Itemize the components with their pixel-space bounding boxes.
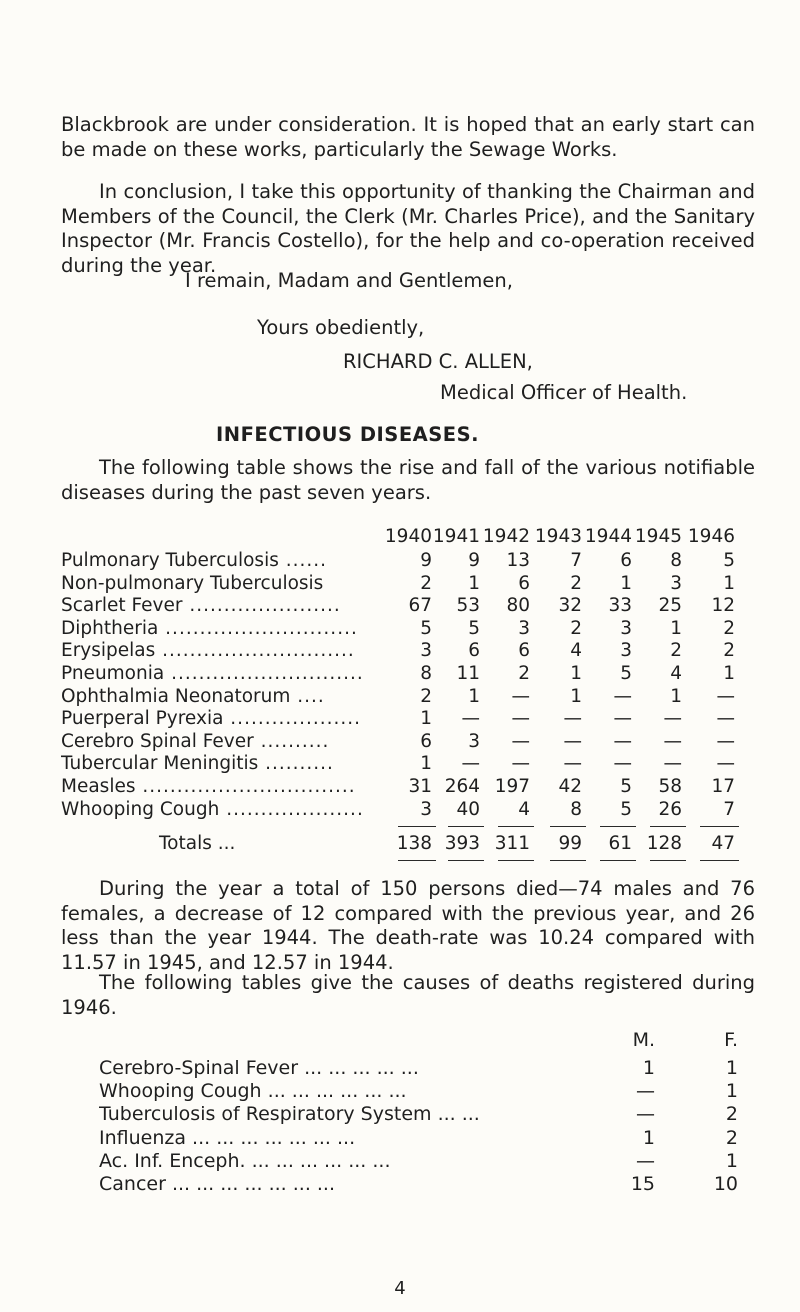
dot-leader: ... ... ... ... ... ... <box>261 1080 407 1103</box>
dot-leader: ... ... ... ... ... ... ... <box>186 1126 356 1149</box>
disease-count: — <box>511 730 530 752</box>
dot-leader: ...................... <box>182 595 341 617</box>
disease-count: 3 <box>518 617 530 639</box>
deaths-female: 2 <box>725 1103 738 1126</box>
disease-name: Erysipelas <box>61 640 156 662</box>
deaths-female: 1 <box>725 1149 738 1172</box>
totals-rule-bottom <box>398 860 436 861</box>
totals-rule-bottom <box>448 860 484 861</box>
cause-label <box>99 1103 619 1125</box>
table-intro: The following table shows the rise and fall of the various notifiable diseases during the past seven years. <box>61 456 755 504</box>
disease-label <box>61 708 411 730</box>
year-header: 1946 <box>687 526 735 547</box>
disease-count: 3 <box>670 572 682 594</box>
total-count: 99 <box>558 833 582 854</box>
disease-count: 6 <box>420 730 432 752</box>
disease-name: Tubercular Meningitis <box>61 753 259 775</box>
disease-count: 5 <box>620 663 632 684</box>
disease-label <box>61 550 411 572</box>
disease-count: 9 <box>468 550 480 571</box>
disease-count: 42 <box>558 776 582 797</box>
totals-rule-bottom <box>600 860 636 861</box>
disease-label <box>61 618 411 640</box>
disease-label <box>61 686 411 708</box>
disease-count: 4 <box>518 798 530 820</box>
dot-leader: ...... <box>278 550 328 571</box>
disease-count: — <box>716 730 735 752</box>
totals-rule-bottom <box>700 860 739 861</box>
disease-name: Ophthalmia Neonatorum <box>61 685 291 707</box>
disease-count: 1 <box>420 708 432 730</box>
disease-name: Scarlet Fever <box>61 595 183 617</box>
cause-name: Whooping Cough <box>99 1080 262 1103</box>
deaths-male: 1 <box>642 1126 655 1149</box>
totals-rule-top <box>398 826 436 827</box>
dot-leader: .... <box>290 685 325 707</box>
disease-label <box>61 753 411 775</box>
disease-label <box>61 640 411 662</box>
totals-label: Totals ... <box>159 833 236 854</box>
year-header: 1944 <box>584 526 632 547</box>
paragraph-works: Blackbrook are under consideration. It is hoped that an early start can be made on these works, particularly the Sewage Works. <box>61 113 755 161</box>
disease-label <box>61 776 411 798</box>
dot-leader: ... ... ... ... ... ... <box>245 1149 391 1172</box>
cause-label <box>99 1057 619 1079</box>
disease-count: 5 <box>620 776 632 797</box>
disease-count: — <box>716 708 735 730</box>
deaths-male: — <box>636 1103 655 1126</box>
disease-count: 1 <box>468 572 480 594</box>
disease-count: — <box>663 730 682 752</box>
disease-count: 3 <box>468 730 480 752</box>
deaths-male: 1 <box>642 1057 655 1079</box>
disease-count: 6 <box>468 640 480 662</box>
total-count: 393 <box>444 833 480 854</box>
disease-count: 2 <box>723 640 735 662</box>
disease-count: 8 <box>570 798 582 820</box>
disease-count: 1 <box>723 572 735 594</box>
paragraph-thanks: In conclusion, I take this opportunity of thanking the Chairman and Members of the Council, the Clerk (Mr. Charles Price), and the Sanitary Inspector (Mr. Francis Costello), for the help and co-operation received during the year. <box>61 180 755 277</box>
disease-name: Cerebro Spinal Fever <box>61 730 254 752</box>
disease-count: — <box>563 708 582 730</box>
disease-count: 1 <box>670 617 682 639</box>
disease-count: 53 <box>456 595 480 617</box>
disease-count: 3 <box>420 798 432 820</box>
disease-count: 1 <box>570 663 582 684</box>
disease-count: 4 <box>670 663 682 684</box>
year-header: 1942 <box>482 526 530 547</box>
disease-count: 2 <box>670 640 682 662</box>
section-heading: INFECTIOUS DISEASES. <box>216 423 480 446</box>
disease-count: 2 <box>518 663 530 684</box>
disease-count: — <box>663 753 682 775</box>
dot-leader: .................... <box>219 798 364 820</box>
disease-count: 2 <box>420 685 432 707</box>
disease-name: Pneumonia <box>61 663 165 684</box>
totals-rule-bottom <box>550 860 586 861</box>
year-header: 1940 <box>384 526 432 547</box>
disease-count: — <box>563 730 582 752</box>
dot-leader: ................... <box>223 708 362 730</box>
deaths-female: 1 <box>725 1057 738 1079</box>
cause-name: Tuberculosis of Respiratory System <box>99 1103 432 1126</box>
cause-name: Cerebro-Spinal Fever <box>99 1057 299 1079</box>
disease-name: Measles <box>61 776 136 797</box>
dot-leader: .......... <box>258 753 334 775</box>
disease-label <box>61 663 411 685</box>
total-count: 61 <box>608 833 632 854</box>
total-count: 128 <box>646 833 682 854</box>
dot-leader: ............................ <box>158 617 358 639</box>
disease-count: 6 <box>518 572 530 594</box>
disease-count: 6 <box>518 640 530 662</box>
disease-count: 40 <box>456 798 480 820</box>
totals-rule-top <box>600 826 636 827</box>
signatory-name: RICHARD C. ALLEN, <box>343 350 533 373</box>
disease-count: — <box>613 708 632 730</box>
disease-count: — <box>716 753 735 775</box>
disease-count: 1 <box>570 685 582 707</box>
dot-leader: ... ... <box>431 1103 480 1126</box>
totals-rule-bottom <box>498 860 534 861</box>
deaths-male: — <box>636 1080 655 1103</box>
dot-leader: ... ... ... ... ... <box>298 1057 419 1079</box>
disease-count: — <box>461 753 480 775</box>
disease-count: 1 <box>670 685 682 707</box>
totals-rule-top <box>700 826 739 827</box>
disease-name: Pulmonary Tuberculosis <box>61 550 279 571</box>
signatory-title: Medical Officer of Health. <box>440 381 688 404</box>
year-header: 1943 <box>534 526 582 547</box>
disease-count: 17 <box>711 776 735 797</box>
disease-count: 1 <box>723 663 735 684</box>
disease-count: 31 <box>408 776 432 797</box>
dot-leader: ............................... <box>135 776 356 797</box>
disease-count: 7 <box>570 550 582 571</box>
disease-count: — <box>511 685 530 707</box>
closing-valediction: Yours obediently, <box>257 316 425 339</box>
year-header: 1941 <box>432 526 480 547</box>
cause-name: Cancer <box>99 1173 166 1195</box>
disease-count: 3 <box>620 640 632 662</box>
disease-count: 6 <box>620 550 632 571</box>
disease-count: 25 <box>658 595 682 617</box>
disease-count: 2 <box>570 617 582 639</box>
disease-count: — <box>613 685 632 707</box>
disease-name: Whooping Cough <box>61 798 220 820</box>
disease-label <box>61 799 411 821</box>
deaths-female: 1 <box>725 1080 738 1103</box>
total-count: 311 <box>494 833 530 854</box>
disease-count: 8 <box>670 550 682 571</box>
totals-rule-bottom <box>650 860 686 861</box>
column-header-female: F. <box>724 1029 738 1051</box>
cause-label <box>99 1150 619 1172</box>
deaths-female: 2 <box>725 1126 738 1149</box>
disease-count: 11 <box>456 663 480 684</box>
disease-count: 5 <box>468 617 480 639</box>
totals-rule-top <box>498 826 534 827</box>
disease-count: — <box>511 708 530 730</box>
disease-count: 32 <box>558 595 582 617</box>
cause-name: Ac. Inf. Enceph. <box>99 1149 246 1172</box>
disease-count: 80 <box>506 595 530 617</box>
column-header-male: M. <box>632 1029 655 1051</box>
disease-count: 3 <box>420 640 432 662</box>
cause-label <box>99 1127 619 1149</box>
dot-leader: ... ... ... ... ... ... ... <box>165 1173 336 1195</box>
cause-name: Influenza <box>99 1126 187 1149</box>
dot-leader: .......... <box>253 730 330 752</box>
disease-name: Diphtheria <box>61 617 159 639</box>
disease-count: 1 <box>620 572 632 594</box>
disease-count: 264 <box>444 776 480 797</box>
disease-label <box>61 595 411 617</box>
closing-salutation: I remain, Madam and Gentlemen, <box>185 269 513 292</box>
disease-count: — <box>613 753 632 775</box>
totals-rule-top <box>448 826 484 827</box>
disease-count: — <box>716 685 735 707</box>
disease-count: 2 <box>570 572 582 594</box>
deaths-male: — <box>636 1149 655 1172</box>
disease-count: 5 <box>420 617 432 639</box>
page-number: 4 <box>394 1278 406 1299</box>
cause-label <box>99 1173 619 1195</box>
totals-rule-top <box>550 826 586 827</box>
disease-count: — <box>563 753 582 775</box>
deaths-male: 15 <box>630 1173 655 1195</box>
disease-count: 5 <box>723 550 735 571</box>
total-count: 47 <box>711 833 735 854</box>
disease-count: — <box>461 708 480 730</box>
dot-leader: ............................ <box>155 640 355 662</box>
total-count: 138 <box>396 833 432 854</box>
paragraph-causes-intro: The following tables give the causes of deaths registered during 1946. <box>61 971 755 1019</box>
disease-count: 12 <box>711 595 735 617</box>
disease-name: Non-pulmonary Tuberculosis <box>61 572 324 594</box>
disease-count: 2 <box>723 617 735 639</box>
cause-label <box>99 1080 619 1102</box>
disease-count: 1 <box>420 753 432 775</box>
disease-count: 58 <box>658 776 682 797</box>
totals-rule-top <box>650 826 686 827</box>
dot-leader: ............................ <box>164 663 364 684</box>
paragraph-deaths: During the year a total of 150 persons died—74 males and 76 females, a decrease of 12 compared with the previous year, and 26 less than the year 1944. The death-rate was 10.24 compared with 11.57 in 1945, and 12.57 in 1944. <box>61 877 755 974</box>
disease-count: 197 <box>494 776 530 797</box>
disease-count: 5 <box>620 798 632 820</box>
disease-count: 3 <box>620 617 632 639</box>
disease-label <box>61 731 411 753</box>
disease-count: — <box>613 730 632 752</box>
disease-count: 4 <box>570 640 582 662</box>
deaths-female: 10 <box>713 1173 738 1195</box>
disease-count: 33 <box>608 595 632 617</box>
disease-count: 13 <box>506 550 530 571</box>
disease-count: 67 <box>408 595 432 617</box>
disease-count: 8 <box>420 663 432 684</box>
disease-count: — <box>511 753 530 775</box>
disease-count: 9 <box>420 550 432 571</box>
disease-count: — <box>663 708 682 730</box>
disease-count: 26 <box>658 798 682 820</box>
disease-count: 2 <box>420 572 432 594</box>
year-header: 1945 <box>634 526 682 547</box>
disease-name: Puerperal Pyrexia <box>61 708 224 730</box>
disease-label <box>61 573 411 595</box>
disease-count: 7 <box>723 798 735 820</box>
disease-count: 1 <box>468 685 480 707</box>
